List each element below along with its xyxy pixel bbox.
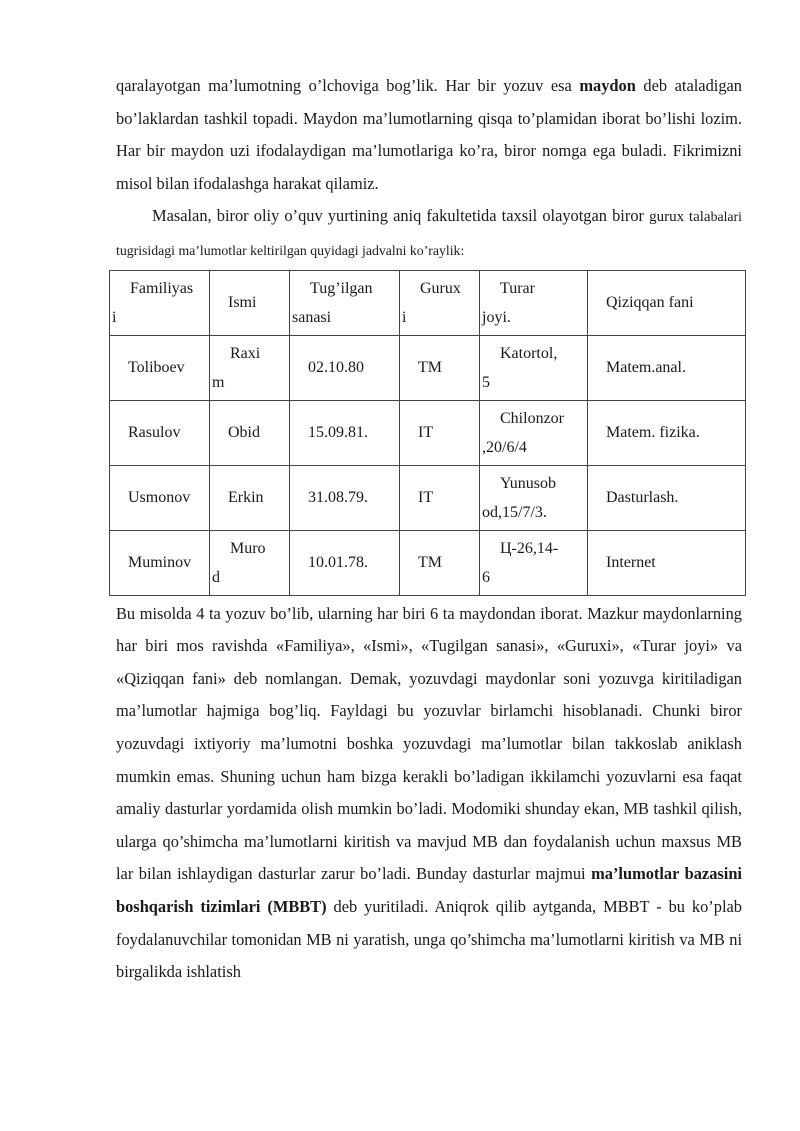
table-cell — [400, 400, 480, 465]
students-table — [109, 270, 746, 596]
table-cell — [290, 270, 400, 335]
paragraph-explanation — [116, 596, 742, 989]
cell-text: Ismi — [228, 294, 257, 312]
table-cell — [480, 465, 588, 530]
table-cell — [110, 400, 210, 465]
table-cell — [480, 335, 588, 400]
table-cell — [400, 270, 480, 335]
cell-text: Matem.anal. — [606, 359, 686, 377]
table-cell — [290, 530, 400, 595]
cell-text: 10.01.78. — [308, 554, 368, 572]
cell-text-line: Ц-26,14- — [500, 539, 559, 557]
cell-text-line: 5 — [482, 373, 490, 391]
cell-text-line: Gurux — [420, 279, 461, 297]
cell-text-line: od,15/7/3. — [482, 503, 547, 521]
table-cell — [400, 530, 480, 595]
cell-text: Usmonov — [128, 489, 191, 507]
table-cell — [480, 530, 588, 595]
cell-text-line: sanasi — [292, 308, 332, 326]
table-cell — [110, 465, 210, 530]
para3-text: Bu misolda 4 ta yozuv bo’lib, ularning har biri 6 ta maydondan iborat. Mazkur maydonlarning har biri mos ravishda «Familiya», «Ismi», «Tugilgan sanasi», «Guruxi», «Turar joyi» va «Qiziqqan fani» deb nomlangan. Demak, yozuvdagi maydonlar soni yozuvga kiritiladigan ma’lumotlar hajmiga bog’liq. Fayldagi bu yozuvlar birlamchi hisoblanadi. Chunki biror yozuvdagi ixtiyoriy ma’lumotni boshka yozuvdagi ma’lumotlar bilan takkoslab aniklash mumkin emas. Shuning uchun ham bizga kerakli bo’ladigan ikkilamchi yozuvlarni esa faqat amaliy dasturlar yordamida olish mumkin bo’ladi. Modomiki shunday ekan, MB tashkil qilish, ularga qo’shimcha ma’lumotlarni kiritish va mavjud MB dan foydalanish uchun maxsus MB lar bilan ishlaydigan dasturlar zarur bo’ladi. Bunday dasturlar majmui — [116, 603, 742, 884]
table-cell — [110, 335, 210, 400]
cell-text-line: i — [112, 308, 117, 326]
cell-text: TM — [418, 359, 442, 377]
paragraph-example — [116, 200, 742, 267]
para1-text-b: deb ataladigan bo’laklardan tashkil topadi. Maydon ma’lumotlarning qisqa to’plamidan iborat bo’lishi lozim. Har bir maydon uzi ifodalaydigan ma’lumotlariga ko’ra, biror nomga ega buladi. Fikrimizni misol bilan ifodalashga harakat qilamiz. — [116, 76, 742, 193]
table-cell — [290, 465, 400, 530]
cell-text: Muminov — [128, 554, 192, 572]
cell-text-line: Tug’ilgan — [310, 279, 373, 297]
table-header-row — [110, 270, 746, 335]
cell-text-line: d — [212, 568, 220, 586]
cell-text: Dasturlash. — [606, 489, 679, 507]
table-cell — [400, 335, 480, 400]
term-mbbt: ma’lumotlar bazasini boshqarish tizimlari (MBBT) — [116, 864, 742, 916]
cell-text: Obid — [228, 424, 260, 442]
cell-text-line: m — [212, 373, 225, 391]
document-page — [112, 70, 742, 989]
cell-text: Rasulov — [128, 424, 181, 442]
cell-text-line: i — [402, 308, 407, 326]
cell-text-line: Familiyas — [130, 279, 194, 297]
cell-text-line: Yunusob — [500, 474, 557, 492]
table-row — [110, 400, 746, 465]
table-cell — [588, 270, 746, 335]
table-cell — [290, 335, 400, 400]
para2-text-small: balari tugrisidagi ma’lumotlar keltirilgan quyidagi jadvalni ko’raylik: — [116, 209, 742, 258]
table-cell — [588, 530, 746, 595]
cell-text: Internet — [606, 554, 656, 572]
table-cell — [110, 530, 210, 595]
cell-text: 02.10.80 — [308, 359, 364, 377]
paragraph-intro — [116, 70, 742, 200]
para3-text-end: deb yuritiladi. Aniqrok qilib aytganda, MBBT - bu ko’plab foydalanuvchilar tomonidan MB ni yaratish, unga qo’shimcha ma’lumotlarni kiritish va MB ni birgalikda ishlatish — [116, 896, 742, 982]
table-cell — [588, 335, 746, 400]
cell-text-line: 6 — [482, 568, 490, 586]
table-row — [110, 465, 746, 530]
cell-text-line: Muro — [230, 539, 266, 557]
cell-text-line: Chilonzor — [500, 409, 564, 427]
cell-text: TM — [418, 554, 442, 572]
cell-text: 31.08.79. — [308, 489, 368, 507]
cell-text-line: Katortol, — [500, 344, 558, 362]
cell-text: Erkin — [228, 489, 264, 507]
cell-text-line: ,20/6/4 — [482, 438, 527, 456]
cell-text: Qiziqqan fani — [606, 294, 694, 312]
para2-text-mid: gurux tala — [649, 209, 711, 226]
table-cell — [210, 530, 290, 595]
cell-text-line: Raxi — [230, 344, 261, 362]
table-row — [110, 335, 746, 400]
cell-text: IT — [418, 424, 434, 442]
cell-text: Toliboev — [128, 359, 185, 377]
cell-text-line: joyi. — [482, 308, 511, 326]
cell-text: IT — [418, 489, 434, 507]
table-cell — [210, 465, 290, 530]
table-row — [110, 530, 746, 595]
cell-text: Matem. fizika. — [606, 424, 700, 442]
table-cell — [210, 400, 290, 465]
table-cell — [588, 465, 746, 530]
cell-text: 15.09.81. — [308, 424, 368, 442]
para1-text-a: qaralayotgan ma’lumotning o’lchoviga bog’lik. Har bir yozuv esa — [116, 76, 580, 95]
term-maydon: maydon — [579, 76, 636, 95]
para2-text-main: Masalan, biror oliy o’quv yurtining aniq fakultetida taxsil olayotgan biror — [152, 206, 650, 226]
cell-text-line: Turar — [500, 279, 535, 297]
table-cell — [400, 465, 480, 530]
table-cell — [110, 270, 210, 335]
table-cell — [210, 270, 290, 335]
table-cell — [210, 335, 290, 400]
table-cell — [290, 400, 400, 465]
table-cell — [588, 400, 746, 465]
table-cell — [480, 400, 588, 465]
table-cell — [480, 270, 588, 335]
